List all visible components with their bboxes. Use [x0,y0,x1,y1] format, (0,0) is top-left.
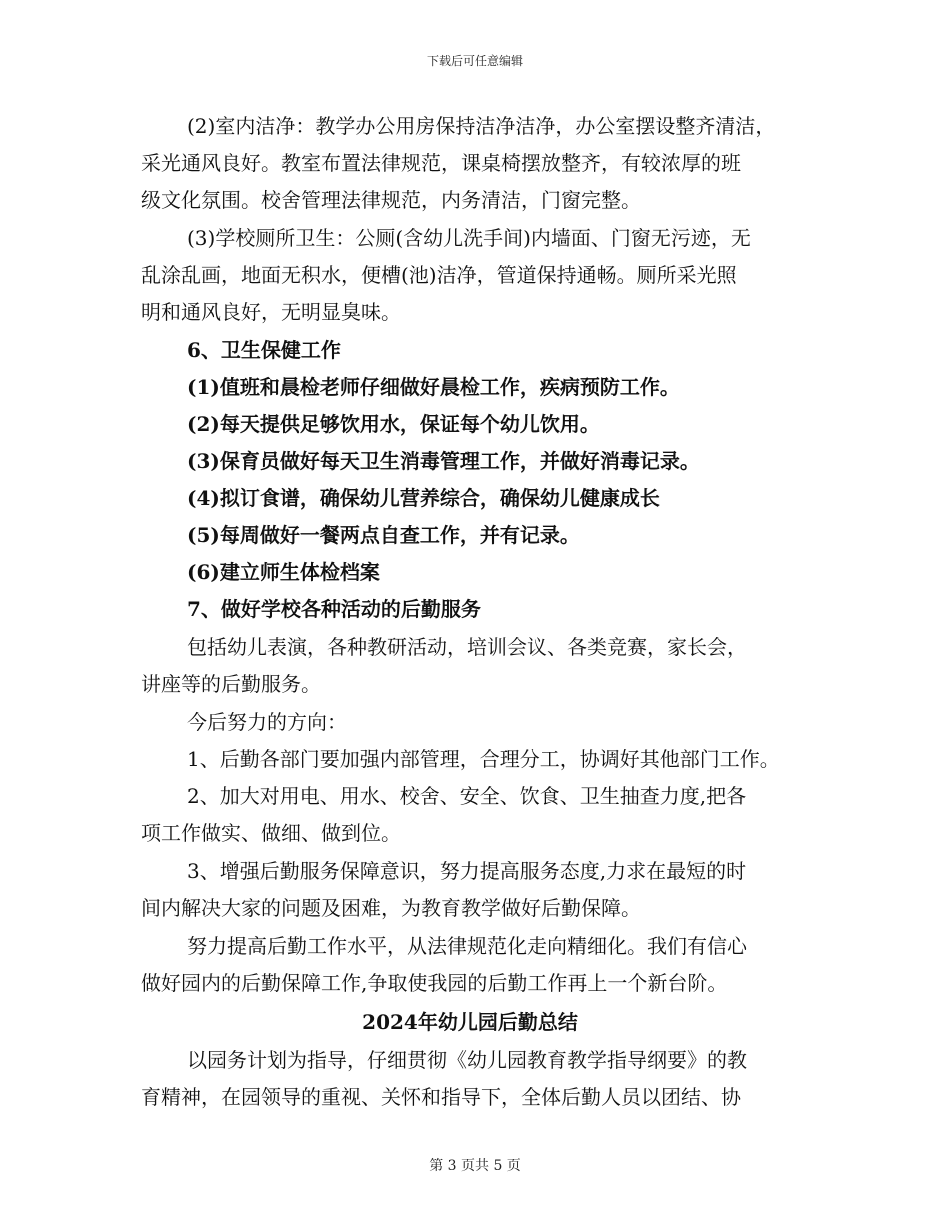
paragraph-line: 包括幼儿表演，各种教研活动，培训会议、各类竞赛，家长会， [187,635,747,659]
paragraph-line: 2、加大对用电、用水、校舍、安全、饮食、卫生抽查力度,把各 [187,784,747,808]
paragraph-line: 1、后勤各部门要加强内部管理，合理分工，协调好其他部门工作。 [187,747,780,771]
paragraph-line: 项工作做实、做细、做到位。 [141,821,401,845]
list-item: (3)保育员做好每天卫生消毒管理工作，并做好消毒记录。 [187,449,700,473]
paragraph-line: 讲座等的后勤服务。 [141,672,321,696]
list-item: (4)拟订食谱，确保幼儿营养综合，确保幼儿健康成长 [187,486,660,510]
section-heading: 6、卫生保健工作 [187,338,341,362]
section-heading: 7、做好学校各种活动的后勤服务 [187,597,481,621]
paragraph-line: 今后努力的方向： [187,710,347,734]
paragraph-line: (2)室内洁净：教学办公用房保持洁净洁净，办公室摆设整齐清洁， [187,114,776,138]
paragraph-line: (3)学校厕所卫生：公厕(含幼儿洗手间)内墙面、门窗无污迹，无 [187,226,751,250]
list-item: (5)每周做好一餐两点自查工作，并有记录。 [187,523,580,547]
paragraph-line: 努力提高后勤工作水平，从法律规范化走向精细化。我们有信心 [187,934,747,958]
paragraph-line: 做好园内的后勤保障工作,争取使我园的后勤工作再上一个新台阶。 [141,971,728,995]
list-item: (1)值班和晨检老师仔细做好晨检工作，疾病预防工作。 [187,375,680,399]
paragraph-line: 间内解决大家的问题及困难，为教育教学做好后勤保障。 [141,896,641,920]
list-item: (6)建立师生体检档案 [187,560,380,584]
paragraph-line: 乱涂乱画，地面无积水，便槽(池)洁净，管道保持通畅。厕所采光照 [141,263,737,287]
document-title: 2024年幼儿园后勤总结 [362,1010,578,1034]
paragraph-line: 以园务计划为指导，仔细贯彻《幼儿园教育教学指导纲要》的教 [187,1048,747,1072]
paragraph-line: 3、增强后勤服务保障意识，努力提高服务态度,力求在最短的时 [187,859,747,883]
paragraph-line: 级文化氛围。校舍管理法律规范，内务清洁，门窗完整。 [141,188,641,212]
page-header: 下载后可任意编辑 [426,54,523,68]
paragraph-line: 采光通风良好。教室布置法律规范，课桌椅摆放整齐，有较浓厚的班 [141,151,741,175]
page-footer: 第 3 页共 5 页 [429,1158,521,1174]
paragraph-line: 育精神，在园领导的重视、关怀和指导下，全体后勤人员以团结、协 [141,1085,741,1109]
paragraph-line: 明和通风良好，无明显臭味。 [141,300,401,324]
list-item: (2)每天提供足够饮用水，保证每个幼儿饮用。 [187,412,600,436]
